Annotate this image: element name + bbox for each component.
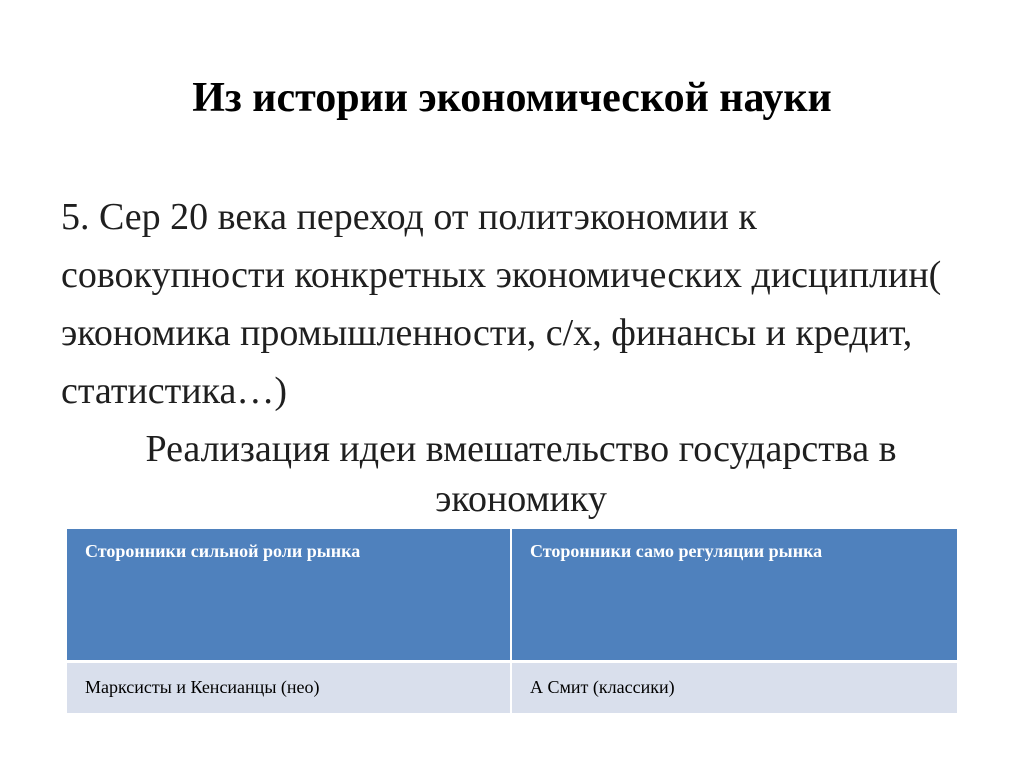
slide-title: Из истории экономической науки xyxy=(192,75,832,121)
table-cell: Марксисты и Кенсианцы (нео) xyxy=(67,661,511,713)
table-header-cell: Сторонники само регуляции рынка xyxy=(511,529,957,661)
table-header-row xyxy=(67,529,957,661)
table-header-cell: Сторонники сильной роли рынка xyxy=(67,529,511,661)
body-paragraph-2: Реализация идеи вмешательство государства в экономику xyxy=(145,428,897,520)
table-cell: А Смит (классики) xyxy=(511,661,957,713)
table-row xyxy=(67,661,957,713)
slide-body xyxy=(61,188,981,524)
body-paragraph-1: 5. Сер 20 века переход от политэкономии к совокупности конкретных экономических дисциплин( экономика промышленности, с/х, финансы и кредит, статистика…) xyxy=(61,196,942,412)
comparison-table xyxy=(67,529,957,713)
